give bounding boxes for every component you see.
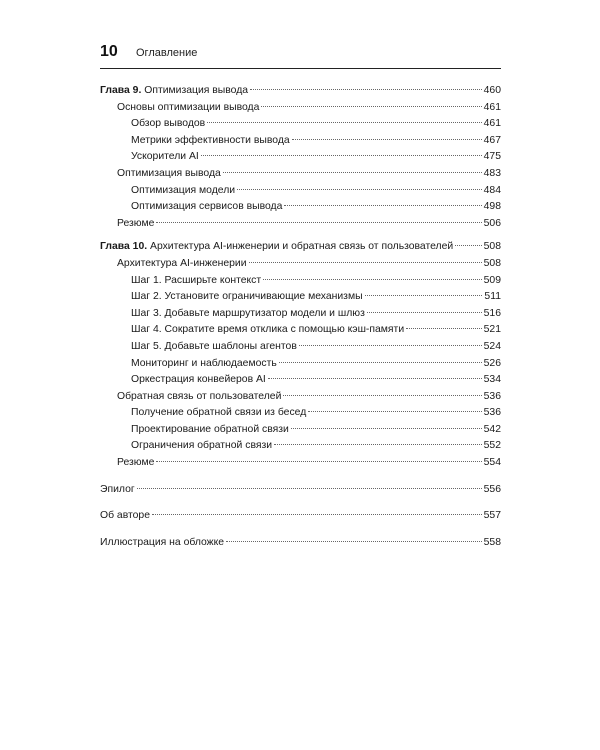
toc-entry-title xyxy=(131,405,306,422)
dot-leader xyxy=(365,295,483,296)
toc-entry-text: Оптимизация сервисов вывода xyxy=(131,201,283,213)
toc-entry-ch10-3[interactable] xyxy=(100,455,501,472)
toc-entry-page: 552 xyxy=(483,440,501,452)
toc-entry-page: 554 xyxy=(483,457,501,469)
toc-entry-page: 508 xyxy=(483,257,501,269)
toc-entry-page: 508 xyxy=(483,241,501,253)
toc-entry-page: 524 xyxy=(483,340,501,352)
toc-entry-ch10[interactable] xyxy=(100,239,501,256)
toc-entry-title xyxy=(131,322,404,339)
toc-entry-page: 506 xyxy=(483,217,501,229)
toc-entry-text: Иллюстрация на обложке xyxy=(100,536,225,548)
dot-leader xyxy=(268,378,482,379)
toc-entry-ch10-2[interactable] xyxy=(100,389,501,406)
page-number: 10 xyxy=(100,43,118,60)
toc-entry-ch9-3[interactable] xyxy=(100,216,501,233)
toc-entry-ch9-2[interactable] xyxy=(100,166,501,183)
dot-leader xyxy=(156,461,481,462)
toc-entry-text: Получение обратной связи из бесед xyxy=(131,407,307,419)
dot-leader xyxy=(283,395,481,396)
toc-entry-page: 557 xyxy=(483,510,501,522)
toc-entry-text: Метрики эффективности вывода xyxy=(131,134,290,146)
toc-entry-title xyxy=(117,455,154,472)
dot-leader xyxy=(226,541,482,542)
toc-entry-text: Основы оптимизации вывода xyxy=(117,101,260,113)
toc-entry-title xyxy=(117,216,154,233)
dot-leader xyxy=(261,106,481,107)
toc-entry-title xyxy=(131,116,205,133)
dot-leader xyxy=(367,312,482,313)
toc-entry-ch10-2-1[interactable] xyxy=(100,405,501,422)
toc-entry-page: 558 xyxy=(483,536,501,548)
toc-entry-text: Мониторинг и наблюдаемость xyxy=(131,357,277,369)
toc-entry-ch10-1-7[interactable] xyxy=(100,372,501,389)
toc-entry-page: 509 xyxy=(483,274,501,286)
toc-entry-ch10-1-5[interactable] xyxy=(100,339,501,356)
toc-entry-title xyxy=(100,535,224,552)
dot-leader xyxy=(137,488,482,489)
toc-entry-title xyxy=(117,166,221,183)
toc-entry-page: 511 xyxy=(484,291,501,303)
toc-entry-text: Ограничения обратной связи xyxy=(131,440,273,452)
toc-entry-text: Проектирование обратной связи xyxy=(131,423,289,435)
toc-entry-text: Оркестрация конвейеров AI xyxy=(131,374,266,386)
toc-entry-text: Эпилог xyxy=(100,483,135,495)
toc-entry-title xyxy=(131,356,277,373)
toc-entry-title xyxy=(131,289,363,306)
toc-entry-text: Шаг 3. Добавьте маршрутизатор модели и шлюз xyxy=(131,307,365,319)
toc-entry-ch9-1-3[interactable] xyxy=(100,149,501,166)
dot-leader xyxy=(292,139,482,140)
dot-leader xyxy=(207,122,481,123)
dot-leader xyxy=(308,411,481,412)
toc-entry-text: Обратная связь от пользователей xyxy=(117,390,282,402)
toc-entry-page: 534 xyxy=(483,374,501,386)
toc-entry-title xyxy=(117,100,259,117)
toc-entry-text: Шаг 5. Добавьте шаблоны агентов xyxy=(131,340,297,352)
toc-entry-text: Архитектура AI-инженерии и обратная связь от пользователей xyxy=(147,241,454,253)
toc-entry-page: 536 xyxy=(483,407,501,419)
toc-entry-title xyxy=(131,339,297,356)
dot-leader xyxy=(237,189,482,190)
toc-entry-ch10-1-2[interactable] xyxy=(100,289,501,306)
toc-entry-text: Шаг 2. Установите ограничивающие механизмы xyxy=(131,291,363,303)
dot-leader xyxy=(201,155,482,156)
toc-entry-text: Обзор выводов xyxy=(131,118,206,130)
toc-entry-text: Архитектура AI-инженерии xyxy=(117,257,247,269)
toc-entry-page: 460 xyxy=(483,85,501,96)
toc-entry-page: 467 xyxy=(483,134,501,146)
toc-entry-text: Шаг 4. Сократите время отклика с помощью кэш-памяти xyxy=(131,324,405,336)
dot-leader xyxy=(299,345,482,346)
dot-leader xyxy=(406,328,482,329)
toc-entry-ch10-1[interactable] xyxy=(100,256,501,273)
toc-entry-cover[interactable] xyxy=(100,535,501,552)
toc-entry-ch10-2-2[interactable] xyxy=(100,422,501,439)
chapter-label: Глава 10. xyxy=(100,241,148,253)
toc-entry-title xyxy=(131,183,235,200)
toc-entry-title xyxy=(131,149,199,166)
toc-entry-text: Об авторе xyxy=(100,510,150,522)
toc-entry-title xyxy=(100,239,453,256)
toc-entry-ch10-1-4[interactable] xyxy=(100,322,501,339)
dot-leader xyxy=(291,428,482,429)
toc-entry-page: 516 xyxy=(483,307,501,319)
toc-entry-title xyxy=(131,438,272,455)
toc-entry-page: 521 xyxy=(483,324,501,336)
toc-entry-text: Оптимизация вывода xyxy=(117,167,221,179)
toc-entry-title xyxy=(100,508,150,525)
toc-entry-page: 461 xyxy=(483,118,501,130)
toc-entry-ch9-1[interactable] xyxy=(100,100,501,117)
toc-entry-title xyxy=(131,133,290,150)
toc-entry-page: 498 xyxy=(483,201,501,213)
dot-leader xyxy=(274,444,482,445)
toc-entry-page: 526 xyxy=(483,357,501,369)
toc-entry-text: Резюме xyxy=(117,217,155,229)
table-of-contents xyxy=(100,83,501,551)
running-header xyxy=(100,44,501,69)
toc-entry-ch10-2-3[interactable] xyxy=(100,438,501,455)
dot-leader xyxy=(455,245,481,246)
toc-entry-title xyxy=(131,306,365,323)
toc-entry-title xyxy=(131,372,266,389)
toc-entry-text: Оптимизация вывода xyxy=(141,85,249,96)
toc-entry-title xyxy=(131,199,282,216)
toc-entry-ch9[interactable] xyxy=(100,83,501,100)
toc-entry-ch9-2-2[interactable] xyxy=(100,199,501,216)
dot-leader xyxy=(250,89,482,90)
toc-entry-about[interactable] xyxy=(100,508,501,525)
toc-entry-title xyxy=(117,256,247,273)
toc-entry-title xyxy=(117,389,281,406)
dot-leader xyxy=(284,205,481,206)
toc-entry-text: Шаг 1. Расширьте контекст xyxy=(131,274,262,286)
toc-entry-text: Резюме xyxy=(117,457,155,469)
dot-leader xyxy=(263,279,482,280)
chapter-label: Глава 9. xyxy=(100,85,142,96)
toc-entry-title xyxy=(131,422,289,439)
toc-entry-page: 542 xyxy=(483,423,501,435)
dot-leader xyxy=(152,514,482,515)
dot-leader xyxy=(249,262,482,263)
toc-entry-text: Ускорители AI xyxy=(131,151,199,163)
dot-leader xyxy=(279,362,482,363)
toc-entry-ch10-1-1[interactable] xyxy=(100,273,501,290)
toc-entry-text: Оптимизация модели xyxy=(131,184,236,196)
toc-entry-page: 556 xyxy=(483,483,501,495)
toc-entry-page: 461 xyxy=(483,101,501,113)
toc-entry-title xyxy=(131,273,261,290)
toc-entry-page: 475 xyxy=(483,151,501,163)
toc-entry-ch9-1-1[interactable] xyxy=(100,116,501,133)
toc-entry-ch9-2-1[interactable] xyxy=(100,183,501,200)
dot-leader xyxy=(223,172,482,173)
toc-entry-page: 483 xyxy=(483,167,501,179)
toc-entry-page: 536 xyxy=(483,390,501,402)
dot-leader xyxy=(156,222,481,223)
toc-entry-title xyxy=(100,83,248,100)
toc-entry-epilog[interactable] xyxy=(100,482,501,499)
toc-entry-ch10-1-6[interactable] xyxy=(100,356,501,373)
toc-entry-ch9-1-2[interactable] xyxy=(100,133,501,150)
running-header-title: Оглавление xyxy=(136,47,198,59)
toc-entry-title xyxy=(100,482,135,499)
toc-entry-ch10-1-3[interactable] xyxy=(100,306,501,323)
toc-entry-page: 484 xyxy=(483,184,501,196)
